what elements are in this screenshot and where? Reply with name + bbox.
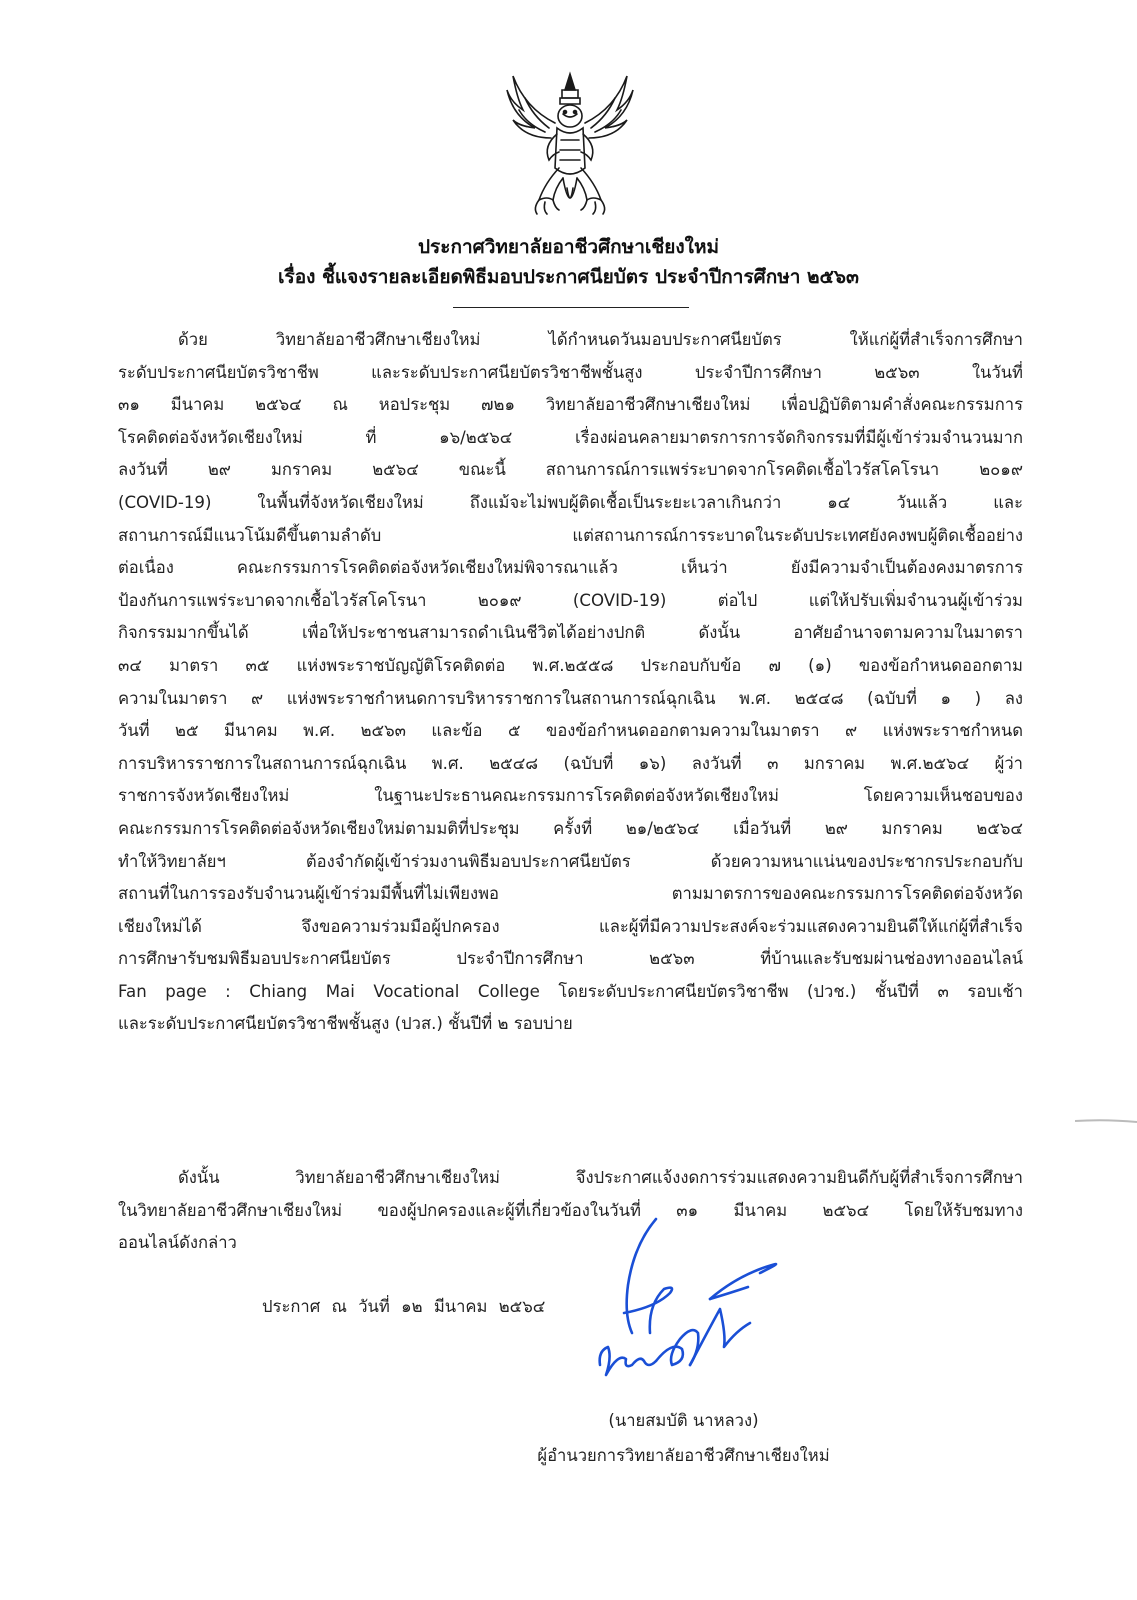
signer-title: ผู้อำนวยการวิทยาลัยอาชีวศึกษาเชียงใหม่ xyxy=(537,1446,830,1465)
garuda-emblem-icon xyxy=(505,68,635,228)
paragraph-main xyxy=(118,324,1023,1041)
paragraph-line: ในวิทยาลัยอาชีวศึกษาเชียงใหม่ ของผู้ปกครองและผู้ที่เกี่ยวข้องในวันที่ ๓๑ มีนาคม ๒๕๖๔ โดยให้รับชมทาง xyxy=(118,1200,1023,1220)
paragraph-line: โรคติดต่อจังหวัดเชียงใหม่ ที่ ๑๖/๒๕๖๔ เรื่องผ่อนคลายมาตรการการจัดกิจกรรมที่มีผู้เข้าร่วมจำนวนมาก xyxy=(118,427,1023,447)
scan-mark xyxy=(1075,1118,1137,1124)
paragraph-line: ต่อเนื่อง คณะกรรมการโรคติดต่อจังหวัดเชียงใหม่พิจารณาแล้ว เห็นว่า ยังมีความจำเป็นต้องคงมาตรการ xyxy=(118,558,1023,578)
paragraph-line: ดังนั้น วิทยาลัยอาชีวศึกษาเชียงใหม่ จึงประกาศแจ้งงดการร่วมแสดงความยินดีกับผู้ที่สำเร็จการศึกษา xyxy=(178,1168,1023,1187)
paragraph-line: เชียงใหม่ได้ จึงขอความร่วมมือผู้ปกครอง และผู้ที่มีความประสงค์จะร่วมแสดงความยินดีให้แก่ผู้ที่สำเร็จ xyxy=(118,916,1023,936)
paragraph-line: การบริหารราชการในสถานการณ์ฉุกเฉิน พ.ศ. ๒๕๔๘ (ฉบับที่ ๑๖) ลงวันที่ ๓ มกราคม พ.ศ.๒๕๖๔ ผู้ว่า xyxy=(118,753,1023,773)
paragraph-line: ด้วย วิทยาลัยอาชีวศึกษาเชียงใหม่ ได้กำหนดวันมอบประกาศนียบัตร ให้แก่ผู้ที่สำเร็จการศึกษา xyxy=(178,330,1023,349)
announcement-subject: เรื่อง ชี้แจงรายละเอียดพิธีมอบประกาศนียบัตร ประจำปีการศึกษา ๒๕๖๓ xyxy=(278,266,859,288)
paragraph-line: ทำให้วิทยาลัยฯ ต้องจำกัดผู้เข้าร่วมงานพิธีมอบประกาศนียบัตร ด้วยความหนาแน่นของประชากรประกอบกับ xyxy=(118,851,1023,871)
paragraph-line: Fan page : Chiang Mai Vocational College โดยระดับประกาศนียบัตรวิชาชีพ (ปวช.) ชั้นปีที่ ๓ รอบเช้า xyxy=(118,981,1023,1001)
paragraph-line: กิจกรรมมากขึ้นได้ เพื่อให้ประชาชนสามารถดำเนินชีวิตได้อย่างปกติ ดังนั้น อาศัยอำนาจตามความในมาตรา xyxy=(118,623,1023,643)
paragraph-line: และระดับประกาศนียบัตรวิชาชีพชั้นสูง (ปวส.) ชั้นปีที่ ๒ รอบบ่าย xyxy=(118,1014,573,1034)
paragraph-line: ๓๔ มาตรา ๓๕ แห่งพระราชบัญญัติโรคติดต่อ พ.ศ.๒๕๕๘ ประกอบกับข้อ ๗ (๑) ของข้อกำหนดออกตาม xyxy=(118,655,1023,675)
paragraph-line: ออนไลน์ดังกล่าว xyxy=(118,1233,237,1253)
announcement-title: ประกาศวิทยาลัยอาชีวศึกษาเชียงใหม่ xyxy=(417,236,719,258)
paragraph-line: คณะกรรมการโรคติดต่อจังหวัดเชียงใหม่ตามมติที่ประชุม ครั้งที่ ๒๑/๒๕๖๔ เมื่อวันที่ ๒๙ มกราคม ๒๕๖๔ xyxy=(118,818,1023,838)
paragraph-line: วันที่ ๒๕ มีนาคม พ.ศ. ๒๕๖๓ และข้อ ๕ ของข้อกำหนดออกตามความในมาตรา ๙ แห่งพระราชกำหนด xyxy=(118,721,1023,741)
signer-name: (นายสมบัติ นาหลวง) xyxy=(608,1411,759,1430)
title-divider xyxy=(453,307,689,308)
paragraph-line: ลงวันที่ ๒๙ มกราคม ๒๕๖๔ ขณะนี้ สถานการณ์การแพร่ระบาดจากโรคติดเชื้อไวรัสโคโรนา ๒๐๑๙ xyxy=(118,460,1023,480)
announcement-date: ประกาศ ณ วันที่ ๑๒ มีนาคม ๒๕๖๔ xyxy=(262,1297,546,1316)
paragraph-line: สถานการณ์มีแนวโน้มดีขึ้นตามลำดับ แต่สถานการณ์การระบาดในระดับประเทศยังคงพบผู้ติดเชื้ออย่าง xyxy=(118,525,1023,545)
paragraph-line: (COVID-19) ในพื้นที่จังหวัดเชียงใหม่ ถึงแม้จะไม่พบผู้ติดเชื้อเป็นระยะเวลาเกินกว่า ๑๔ วันแล้ว และ xyxy=(118,492,1023,512)
paragraph-line: ๓๑ มีนาคม ๒๕๖๔ ณ หอประชุม ๗๒๑ วิทยาลัยอาชีวศึกษาเชียงใหม่ เพื่อปฏิบัติตามคำสั่งคณะกรรมการ xyxy=(118,395,1023,415)
signature-icon xyxy=(560,1215,790,1400)
paragraph-line: การศึกษารับชมพิธีมอบประกาศนียบัตร ประจำปีการศึกษา ๒๕๖๓ ที่บ้านและรับชมผ่านช่องทางออนไลน์ xyxy=(118,949,1023,969)
paragraph-line: ระดับประกาศนียบัตรวิชาชีพ และระดับประกาศนียบัตรวิชาชีพชั้นสูง ประจำปีการศึกษา ๒๕๖๓ ในวันที่ xyxy=(118,362,1023,382)
paragraph-line: ราชการจังหวัดเชียงใหม่ ในฐานะประธานคณะกรรมการโรคติดต่อจังหวัดเชียงใหม่ โดยความเห็นชอบของ xyxy=(118,786,1023,806)
paragraph-line: ป้องกันการแพร่ระบาดจากเชื้อไวรัสโคโรนา ๒๐๑๙ (COVID-19) ต่อไป แต่ให้ปรับเพิ่มจำนวนผู้เข้าร่วม xyxy=(118,590,1023,610)
paragraph-line: สถานที่ในการรองรับจำนวนผู้เข้าร่วมมีพื้นที่ไม่เพียงพอ ตามมาตรการของคณะกรรมการโรคติดต่อจังหวัด xyxy=(118,884,1023,904)
paragraph-line: ความในมาตรา ๙ แห่งพระราชกำหนดการบริหารราชการในสถานการณ์ฉุกเฉิน พ.ศ. ๒๕๔๘ (ฉบับที่ ๑ ) ลง xyxy=(118,688,1023,708)
